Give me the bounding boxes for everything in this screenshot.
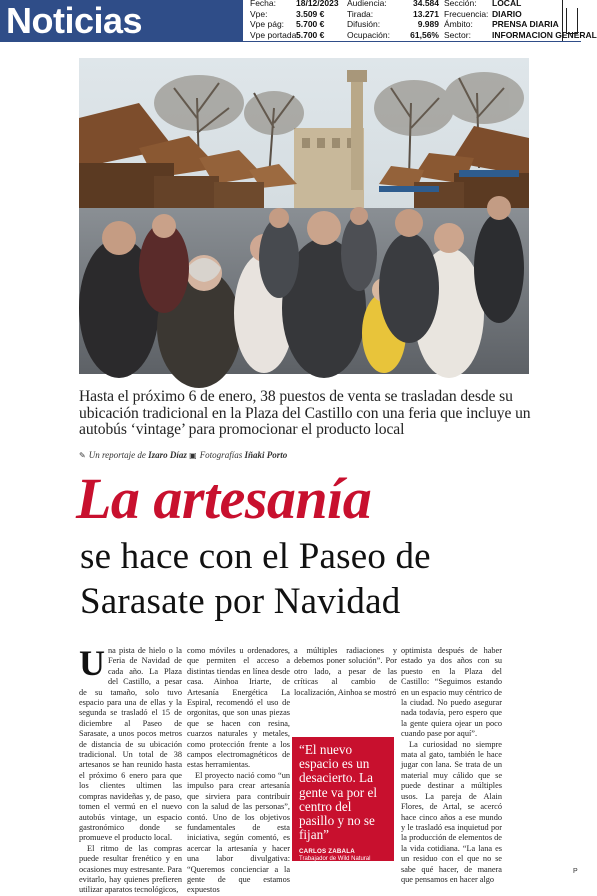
meta-row: Difusión: 9.989 [347, 19, 439, 29]
pull-quote-text: “El nuevo espacio es un desacierto. La gente va por el centro del pasillo y no se fijan” [299, 742, 377, 843]
body-paragraph: como móviles u ordenadores, que permiten el acceso a distintas tiendas en línea desde casa. Ainhoa Iriarte, de Artesanía Energética La Espiral, recomendó el uso de orgonitas, que son unas piezas que se hacen con resina, cuarzos naturales y metales, como protección frente a los campos electromagnéticos de estas herramientas. [187, 646, 290, 770]
meta-row: Vpe portada: 5.700 € [250, 29, 325, 40]
camera-icon: ▣ [189, 451, 197, 460]
meta-row: Ámbito: PRENSA DIARIA [444, 19, 559, 29]
clipping-header [0, 0, 597, 41]
headline: se hace con el Paseo de Sarasate por Navidad [80, 536, 431, 622]
credit-photographer: Iñaki Porto [244, 450, 288, 460]
section-banner [0, 0, 243, 41]
body-paragraph: na pista de hielo o la Feria de Navidad de cada año. La Plaza del Castillo, a pesar de su tamaño, solo tuvo espacio para una de ellas y la segunda se trasladó el 15 de diciembre al Paseo de Sarasate, a unos pocos metros de distancia de su ubicación tradicional. Un total de 38 artesanos se han reunido hasta el próximo 6 enero para que los clientes ultimen las compras navideñas y, de paso, tomen el vermú en el nuevo autobús vintage, un espacio gastronómico donde se promueve el producto local. [79, 646, 182, 843]
article-subhead: Hasta el próximo 6 de enero, 38 puestos de venta se trasladan desde su ubicación tradicional en la Plaza del Castillo con una feria que incluye un autobús ‘vintage’ para promocionar el producto local [79, 388, 531, 438]
section-title: Noticias [6, 0, 143, 41]
meta-row: Sección: LOCAL [444, 0, 522, 8]
market-photo-illustration [79, 58, 529, 374]
pull-quote-role: Trabajador de Wild Natural [299, 856, 371, 863]
meta-row: Sector: INFORMACION GENERAL [444, 29, 597, 40]
page-mark: P [573, 868, 578, 875]
body-paragraph: La curiosidad no siempre mata al gato, también le hace jugar con lana. Se trata de un material muy cálido que se puede destinar a múltiples usos. La pareja de Alain Flores, de Artal, se acercó hace cinco años a ese mundo y le trasladó esa inquietud por la producción de elementos de la vida cotidiana. “La lana es un residuo con el que no se sabe qué hacer, de manera que pensamos en hacer algo [401, 739, 502, 884]
body-column-4 [401, 646, 502, 885]
meta-row: Audiencia: 34.584 [347, 0, 439, 8]
header-rule [0, 41, 581, 42]
body-paragraph: optimista después de haber estado ya dos años con su puesto en la Plaza del Castillo: “Seguimos estando en un espacio muy céntrico de la ciudad. No puedo asegurar nada todavía, pero espero que la gente quiera ojear un poco cuando pase por aquí”. [401, 646, 502, 739]
body-column-3 [294, 646, 397, 698]
body-column-2 [187, 646, 290, 896]
pen-icon: ✎ [79, 451, 86, 460]
drop-cap: U [79, 643, 105, 683]
body-paragraph: a múltiples radiaciones y debemos poner solución”. Por otro lado, a pesar de las críticas al cambio de localización, Ainhoa se mostró [294, 646, 397, 697]
headline-red: La artesanía [76, 466, 372, 531]
body-column-1 [79, 643, 182, 896]
meta-row: Vpe pág: 5.700 € [250, 19, 325, 29]
meta-block-audience [347, 0, 439, 40]
meta-row: Vpe: 3.509 € [250, 8, 325, 19]
credit-author: Izaro Díaz [148, 450, 187, 460]
page-thumbnail-icon [562, 0, 581, 41]
meta-block-dates [250, 0, 340, 40]
meta-row: Ocupación: 61,56% [347, 29, 439, 40]
market-photo [79, 58, 529, 374]
pull-quote-name: CARLOS ZABALA [299, 848, 355, 856]
pull-quote [292, 737, 394, 861]
article-credits: ✎ Un reportaje de Izaro Díaz ▣ Fotografías Iñaki Porto [79, 450, 288, 460]
meta-row: Tirada: 13.271 [347, 8, 439, 19]
meta-block-section [444, 0, 597, 40]
body-paragraph: El proyecto nació como “un impulso para crear artesanía que sirviera para contribuir con la salud de las personas”, contó. Uno de los objetivos fundamentales de esta iniciativa, según comentó, es acercar la artesanía y hacer una labor divulgativa: “Queremos concienciar a la gente de que estamos expuestos [187, 770, 290, 895]
meta-row: Frecuencia: DIARIO [444, 8, 522, 19]
meta-row: Fecha: 18/12/2023 [250, 0, 339, 8]
body-paragraph: El ritmo de las compras puede resultar frenético y en ocasiones muy estresante. Para evitarlo, hay quienes prefieren utilizar aparatos tecnológicos, [79, 843, 182, 895]
